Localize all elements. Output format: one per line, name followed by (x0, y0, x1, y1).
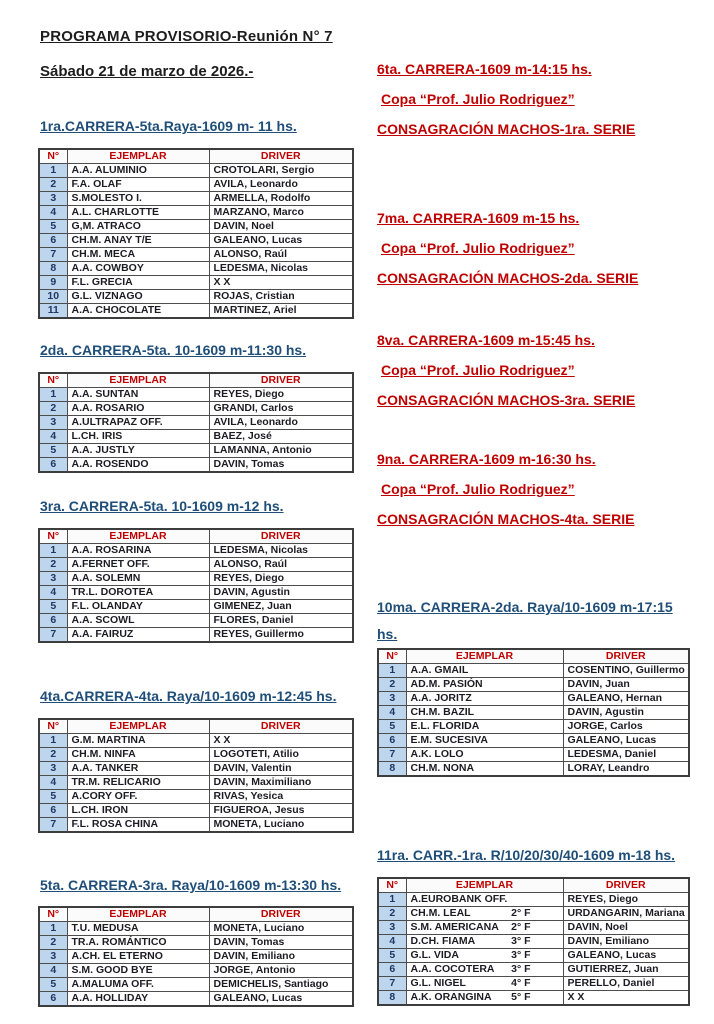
table-row (39, 978, 353, 992)
race-2-title: 2da. CARRERA-5ta. 10-1609 m-11:30 hs. (40, 342, 307, 358)
entry-ejemplar: E.M. SUCESIVA (406, 734, 563, 748)
entry-number: 6 (378, 734, 406, 748)
entry-ejemplar: TR.M. RELICARIO (67, 776, 209, 790)
entry-number: 6 (39, 992, 67, 1007)
entry-driver: JORGE, Carlos (563, 720, 689, 734)
entry-driver: GRANDI, Carlos (209, 402, 353, 416)
ejemplar-name: G.L. VIDA (410, 949, 459, 961)
col-header-driver: DRIVER (209, 907, 353, 922)
entry-driver: LAMANNA, Antonio (209, 444, 353, 458)
table-row (39, 444, 353, 458)
table-row (378, 893, 689, 907)
entry-ejemplar: A.K. LOLO (406, 748, 563, 762)
entry-number: 6 (39, 234, 67, 248)
ejemplar-name: CH.M. LEAL (410, 907, 471, 919)
entry-number: 6 (378, 963, 406, 977)
col-header-num: N° (39, 149, 67, 164)
entry-number: 3 (378, 921, 406, 935)
table-row (39, 220, 353, 234)
entry-ejemplar: L.CH. IRIS (67, 430, 209, 444)
entry-ejemplar: A.MALUMA OFF. (67, 978, 209, 992)
entry-ejemplar: G.M. MARTINA (67, 734, 209, 748)
entry-ejemplar: TR.A. ROMÁNTICO (67, 936, 209, 950)
entry-number: 8 (378, 762, 406, 777)
col-header-driver: DRIVER (209, 529, 353, 544)
race-2-table (38, 372, 354, 473)
table-row (39, 304, 353, 319)
entry-driver: DAVIN, Tomas (209, 458, 353, 473)
table-row (378, 949, 689, 963)
col-header-driver: DRIVER (563, 878, 689, 893)
entry-driver: GIMENEZ, Juan (209, 600, 353, 614)
col-header-num: N° (39, 907, 67, 922)
race-8-cup: Copa “Prof. Julio Rodriguez” (381, 362, 575, 378)
table-row (39, 290, 353, 304)
table-row (39, 964, 353, 978)
entry-ejemplar: A.A. ROSARIO (67, 402, 209, 416)
entry-ejemplar: A.A. JORITZ (406, 692, 563, 706)
table-row (378, 678, 689, 692)
entry-ejemplar: A.A. SOLEMN (67, 572, 209, 586)
entry-driver: MONETA, Luciano (209, 922, 353, 936)
race-6-series: CONSAGRACIÓN MACHOS-1ra. SERIE (377, 121, 636, 137)
col-header-num: N° (378, 878, 406, 893)
entry-driver: REYES, Diego (209, 388, 353, 402)
race-5-title: 5ta. CARRERA-3ra. Raya/10-1609 m-13:30 hs. (40, 877, 342, 893)
race-4-table (38, 718, 354, 833)
table-row (378, 977, 689, 991)
entry-number: 7 (39, 818, 67, 833)
entry-driver: GALEANO, Lucas (563, 734, 689, 748)
table-row (39, 936, 353, 950)
table-row (39, 922, 353, 936)
table-row (39, 586, 353, 600)
entry-number: 1 (39, 388, 67, 402)
race-11-title: 11ra. CARR.-1ra. R/10/20/30/40-1609 m-18 hs. (377, 847, 676, 863)
entry-number: 2 (39, 402, 67, 416)
entry-ejemplar (406, 977, 563, 991)
col-header-driver: DRIVER (209, 149, 353, 164)
entry-number: 8 (378, 991, 406, 1006)
table-row (378, 963, 689, 977)
entry-number: 4 (39, 586, 67, 600)
col-header-num: N° (39, 719, 67, 734)
table-row (39, 234, 353, 248)
entry-driver: DAVIN, Emiliano (563, 935, 689, 949)
entry-driver: FIGUEROA, Jesus (209, 804, 353, 818)
entry-driver: DAVIN, Maximiliano (209, 776, 353, 790)
entry-number: 11 (39, 304, 67, 319)
race-10-table (377, 648, 690, 777)
entry-ejemplar: CH.M. ANAY T/E (67, 234, 209, 248)
entry-ejemplar: G.L. VIZNAGO (67, 290, 209, 304)
table-row (39, 262, 353, 276)
race-3-title: 3ra. CARRERA-5ta. 10-1609 m-12 hs. (40, 498, 284, 514)
race-8-title: 8va. CARRERA-1609 m-15:45 hs. (377, 332, 595, 348)
entry-driver: AVILA, Leonardo (209, 178, 353, 192)
entry-driver: GUTIERREZ, Juan (563, 963, 689, 977)
race-11-table (377, 877, 690, 1006)
table-row (39, 790, 353, 804)
table-header-row (378, 878, 689, 893)
ejemplar-mark: 2° F (511, 907, 531, 919)
entry-driver: X X (209, 276, 353, 290)
entry-ejemplar (406, 991, 563, 1006)
table-row (39, 416, 353, 430)
entry-driver: PERELLO, Daniel (563, 977, 689, 991)
entry-number: 1 (39, 164, 67, 178)
entry-ejemplar: F.L. GRECIA (67, 276, 209, 290)
entry-ejemplar: A.ULTRAPAZ OFF. (67, 416, 209, 430)
entry-number: 4 (39, 964, 67, 978)
ejemplar-mark: 2° F (511, 921, 531, 933)
table-row (378, 935, 689, 949)
entry-number: 5 (39, 220, 67, 234)
entry-ejemplar: AD.M. PASIÓN (406, 678, 563, 692)
col-header-ejemplar: EJEMPLAR (67, 373, 209, 388)
entry-number: 5 (39, 444, 67, 458)
entry-driver: CROTOLARI, Sergio (209, 164, 353, 178)
table-row (39, 458, 353, 473)
race-9-title: 9na. CARRERA-1609 m-16:30 hs. (377, 451, 596, 467)
entry-ejemplar (406, 935, 563, 949)
entry-number: 5 (378, 949, 406, 963)
col-header-ejemplar: EJEMPLAR (67, 149, 209, 164)
col-header-ejemplar: EJEMPLAR (67, 719, 209, 734)
entry-number: 6 (39, 804, 67, 818)
table-row (378, 907, 689, 921)
entry-driver: FLORES, Daniel (209, 614, 353, 628)
ejemplar-mark: 3° F (511, 949, 531, 961)
page-date: Sábado 21 de marzo de 2026.- (40, 63, 254, 80)
entry-number: 5 (39, 600, 67, 614)
table-row (39, 818, 353, 833)
entry-number: 4 (39, 776, 67, 790)
col-header-num: N° (378, 649, 406, 664)
entry-driver: MARZANO, Marco (209, 206, 353, 220)
entry-driver: JORGE, Antonio (209, 964, 353, 978)
race-5-table (38, 906, 354, 1007)
table-row (39, 762, 353, 776)
entry-number: 4 (378, 935, 406, 949)
table-row (39, 558, 353, 572)
entry-driver: MONETA, Luciano (209, 818, 353, 833)
entry-ejemplar: A.A. ROSENDO (67, 458, 209, 473)
entry-ejemplar: F.A. OLAF (67, 178, 209, 192)
entry-number: 3 (39, 192, 67, 206)
table-row (39, 276, 353, 290)
entry-ejemplar: F.L. ROSA CHINA (67, 818, 209, 833)
entry-driver: DAVIN, Valentin (209, 762, 353, 776)
entry-number: 7 (39, 248, 67, 262)
race-8-series: CONSAGRACIÓN MACHOS-3ra. SERIE (377, 392, 636, 408)
table-row (39, 248, 353, 262)
ejemplar-mark: 3° F (511, 935, 531, 947)
table-row (39, 178, 353, 192)
table-row (378, 720, 689, 734)
entry-driver: REYES, Diego (209, 572, 353, 586)
col-header-num: N° (39, 373, 67, 388)
entry-driver: REYES, Guillermo (209, 628, 353, 643)
entry-ejemplar: E.L. FLORIDA (406, 720, 563, 734)
entry-driver: GALEANO, Hernan (563, 692, 689, 706)
entry-ejemplar: A.A. TANKER (67, 762, 209, 776)
entry-number: 4 (39, 206, 67, 220)
entry-ejemplar: A.A. COWBOY (67, 262, 209, 276)
table-header-row (39, 907, 353, 922)
entry-number: 1 (378, 893, 406, 907)
entry-ejemplar: CH.M. NINFA (67, 748, 209, 762)
entry-ejemplar: CH.M. BAZIL (406, 706, 563, 720)
entry-number: 3 (39, 950, 67, 964)
entry-driver: DAVIN, Juan (563, 678, 689, 692)
entry-ejemplar: G,M. ATRACO (67, 220, 209, 234)
entry-driver: DEMICHELIS, Santiago (209, 978, 353, 992)
entry-ejemplar: A.A. GMAIL (406, 664, 563, 678)
table-row (39, 950, 353, 964)
entry-ejemplar: A.CORY OFF. (67, 790, 209, 804)
ejemplar-mark: 3° F (511, 963, 531, 975)
entry-ejemplar: A.A. ROSARINA (67, 544, 209, 558)
race-3-table (38, 528, 354, 643)
entry-driver: COSENTINO, Guillermo (563, 664, 689, 678)
entry-number: 10 (39, 290, 67, 304)
entry-number: 1 (378, 664, 406, 678)
col-header-ejemplar: EJEMPLAR (67, 907, 209, 922)
entry-driver: MARTINEZ, Ariel (209, 304, 353, 319)
entry-number: 2 (39, 178, 67, 192)
table-row (378, 991, 689, 1006)
col-header-driver: DRIVER (209, 373, 353, 388)
entry-number: 1 (39, 544, 67, 558)
page-title: PROGRAMA PROVISORIO-Reunión N° 7 (40, 28, 333, 45)
col-header-num: N° (39, 529, 67, 544)
table-header-row (39, 373, 353, 388)
entry-ejemplar: TR.L. DOROTEA (67, 586, 209, 600)
entry-ejemplar: CH.M. NONA (406, 762, 563, 777)
entry-driver: DAVIN, Noel (563, 921, 689, 935)
entry-driver: LEDESMA, Nicolas (209, 544, 353, 558)
race-1-title: 1ra.CARRERA-5ta.Raya-1609 m- 11 hs. (40, 118, 297, 134)
entry-number: 2 (378, 678, 406, 692)
race-10-title: 10ma. CARRERA-2da. Raya/10-1609 m-17:15 hs. (377, 599, 673, 642)
table-header-row (39, 149, 353, 164)
entry-ejemplar: CH.M. MECA (67, 248, 209, 262)
table-row (39, 600, 353, 614)
entry-ejemplar: A.A. JUSTLY (67, 444, 209, 458)
table-row (39, 776, 353, 790)
race-9-cup: Copa “Prof. Julio Rodriguez” (381, 481, 575, 497)
entry-driver: ALONSO, Raúl (209, 248, 353, 262)
table-row (378, 692, 689, 706)
col-header-driver: DRIVER (563, 649, 689, 664)
table-row (378, 762, 689, 777)
entry-number: 7 (378, 748, 406, 762)
table-row (39, 192, 353, 206)
entry-driver: ALONSO, Raúl (209, 558, 353, 572)
entry-ejemplar: T.U. MEDUSA (67, 922, 209, 936)
entry-ejemplar: A.A. SUNTAN (67, 388, 209, 402)
entry-number: 4 (39, 430, 67, 444)
table-row (39, 402, 353, 416)
table-row (39, 572, 353, 586)
entry-driver: GALEANO, Lucas (209, 992, 353, 1007)
ejemplar-name: A.K. ORANGINA (410, 991, 492, 1003)
entry-number: 2 (378, 907, 406, 921)
table-row (39, 614, 353, 628)
table-row (378, 921, 689, 935)
ejemplar-name: A.A. COCOTERA (410, 963, 495, 975)
entry-driver: DAVIN, Tomas (209, 936, 353, 950)
entry-number: 5 (39, 978, 67, 992)
table-row (39, 388, 353, 402)
col-header-ejemplar: EJEMPLAR (406, 878, 563, 893)
entry-ejemplar (406, 893, 563, 907)
entry-number: 5 (39, 790, 67, 804)
entry-ejemplar: A.A. CHOCOLATE (67, 304, 209, 319)
entry-number: 2 (39, 558, 67, 572)
entry-number: 2 (39, 748, 67, 762)
table-row (378, 706, 689, 720)
entry-number: 3 (39, 572, 67, 586)
race-9-series: CONSAGRACIÓN MACHOS-4ta. SERIE (377, 511, 635, 527)
entry-driver: DAVIN, Noel (209, 220, 353, 234)
entry-ejemplar (406, 963, 563, 977)
entry-driver: URDANGARIN, Mariana (563, 907, 689, 921)
race-1-table (38, 148, 354, 319)
table-row (39, 734, 353, 748)
entry-number: 7 (378, 977, 406, 991)
entry-driver: AVILA, Leonardo (209, 416, 353, 430)
entry-number: 1 (39, 922, 67, 936)
col-header-ejemplar: EJEMPLAR (406, 649, 563, 664)
ejemplar-mark: 4° F (511, 977, 531, 989)
entry-driver: RIVAS, Yesica (209, 790, 353, 804)
entry-number: 2 (39, 936, 67, 950)
ejemplar-mark: 5° F (511, 991, 531, 1003)
entry-driver: GALEANO, Lucas (209, 234, 353, 248)
table-row (39, 430, 353, 444)
entry-number: 7 (39, 628, 67, 643)
entry-ejemplar: S.MOLESTO I. (67, 192, 209, 206)
race-7-title: 7ma. CARRERA-1609 m-15 hs. (377, 210, 580, 226)
entry-driver: DAVIN, Agustin (209, 586, 353, 600)
entry-ejemplar: L.CH. IRON (67, 804, 209, 818)
entry-ejemplar (406, 907, 563, 921)
entry-number: 6 (39, 614, 67, 628)
entry-number: 4 (378, 706, 406, 720)
entry-driver: DAVIN, Agustin (563, 706, 689, 720)
table-header-row (378, 649, 689, 664)
table-row (378, 664, 689, 678)
entry-ejemplar: S.M. GOOD BYE (67, 964, 209, 978)
table-row (39, 748, 353, 762)
ejemplar-name: G.L. NIGEL (410, 977, 466, 989)
entry-ejemplar: A.A. ALUMINIO (67, 164, 209, 178)
entry-ejemplar: A.A. SCOWL (67, 614, 209, 628)
table-row (39, 628, 353, 643)
race-7-series: CONSAGRACIÓN MACHOS-2da. SERIE (377, 270, 639, 286)
entry-number: 3 (39, 762, 67, 776)
ejemplar-name: D.CH. FIAMA (410, 935, 476, 947)
race-6-title: 6ta. CARRERA-1609 m-14:15 hs. (377, 61, 592, 77)
entry-number: 1 (39, 734, 67, 748)
entry-driver: X X (209, 734, 353, 748)
col-header-driver: DRIVER (209, 719, 353, 734)
entry-driver: LEDESMA, Nicolas (209, 262, 353, 276)
table-row (378, 734, 689, 748)
entry-driver: BAEZ, José (209, 430, 353, 444)
entry-driver: ARMELLA, Rodolfo (209, 192, 353, 206)
entry-ejemplar: A.L. CHARLOTTE (67, 206, 209, 220)
entry-driver: LEDESMA, Daniel (563, 748, 689, 762)
ejemplar-name: S.M. AMERICANA (410, 921, 499, 933)
race-7-cup: Copa “Prof. Julio Rodriguez” (381, 240, 575, 256)
table-row (378, 748, 689, 762)
entry-driver: ROJAS, Cristian (209, 290, 353, 304)
entry-number: 5 (378, 720, 406, 734)
entry-driver: LORAY, Leandro (563, 762, 689, 777)
table-header-row (39, 719, 353, 734)
entry-driver: X X (563, 991, 689, 1006)
entry-number: 6 (39, 458, 67, 473)
entry-ejemplar (406, 949, 563, 963)
entry-number: 3 (378, 692, 406, 706)
entry-ejemplar: A.CH. EL ETERNO (67, 950, 209, 964)
col-header-ejemplar: EJEMPLAR (67, 529, 209, 544)
table-row (39, 544, 353, 558)
table-row (39, 992, 353, 1007)
entry-ejemplar: A.A. HOLLIDAY (67, 992, 209, 1007)
table-row (39, 164, 353, 178)
entry-driver: REYES, Diego (563, 893, 689, 907)
entry-number: 8 (39, 262, 67, 276)
entry-ejemplar: A.A. FAIRUZ (67, 628, 209, 643)
table-row (39, 804, 353, 818)
ejemplar-name: A.EUROBANK OFF. (410, 893, 508, 905)
entry-driver: DAVIN, Emiliano (209, 950, 353, 964)
table-header-row (39, 529, 353, 544)
entry-ejemplar (406, 921, 563, 935)
entry-number: 3 (39, 416, 67, 430)
race-6-cup: Copa “Prof. Julio Rodriguez” (381, 91, 575, 107)
entry-driver: GALEANO, Lucas (563, 949, 689, 963)
entry-ejemplar: A.FERNET OFF. (67, 558, 209, 572)
table-row (39, 206, 353, 220)
entry-number: 9 (39, 276, 67, 290)
entry-ejemplar: F.L. OLANDAY (67, 600, 209, 614)
race-4-title: 4ta.CARRERA-4ta. Raya/10-1609 m-12:45 hs. (40, 688, 337, 704)
entry-driver: LOGOTETI, Atilio (209, 748, 353, 762)
